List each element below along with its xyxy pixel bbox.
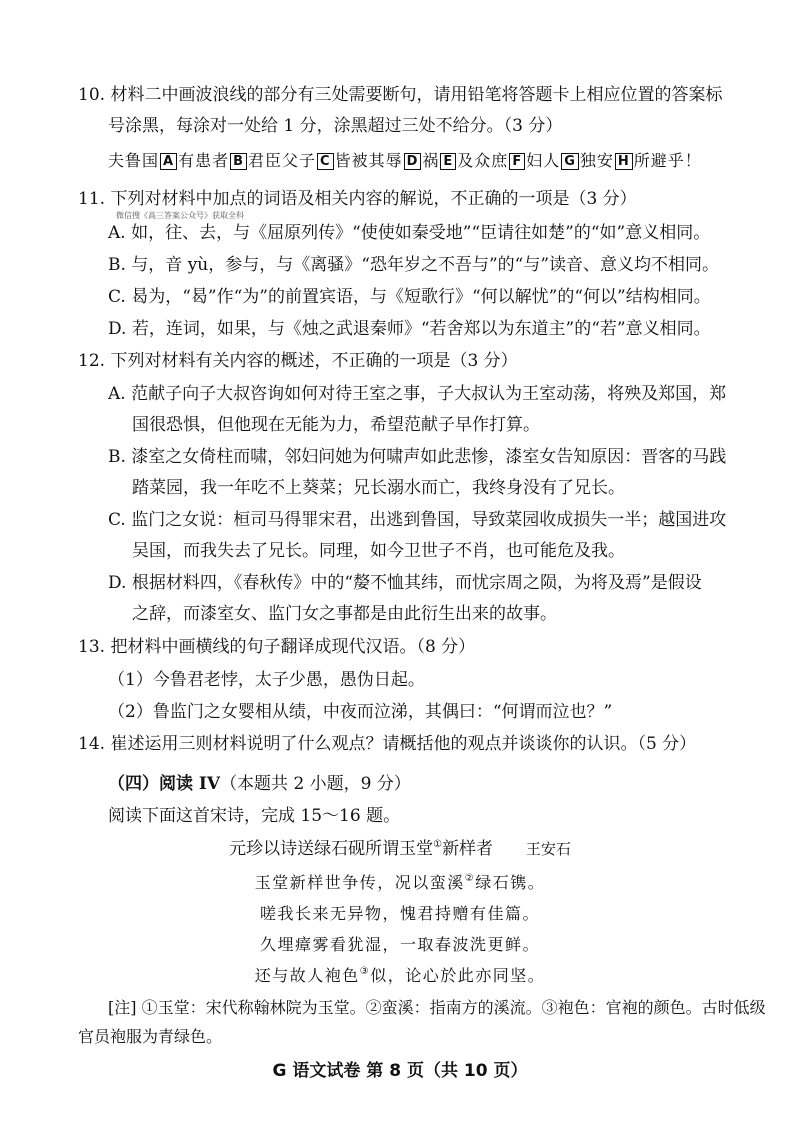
q10-segment: 夫鲁国: [108, 151, 160, 170]
q12-option-d-line-2: 之辞，而漆室女、监门女之事都是由此衍生出来的故事。: [132, 604, 557, 624]
q10-answer-box[interactable]: F: [509, 153, 525, 170]
q14-stem: 崔述运用三则材料说明了什么观点？请概括他的观点并谈谈你的认识。（5 分）: [110, 734, 697, 754]
poem-notes-line-2: 官员袍服为青绿色。: [78, 1027, 223, 1046]
q11-stem-line: [78, 188, 637, 210]
poem-line-3: 久埋瘴雾看犹湿，一取春波洗更鲜。: [259, 935, 540, 954]
poem-title-tail: 新样者: [442, 839, 494, 859]
poem-line-1-b: 绿石镌。: [475, 873, 546, 892]
q11-number: 11.: [78, 189, 106, 209]
section-4-instruction: 阅读下面这首宋诗，完成 15～16 题。: [108, 806, 401, 826]
poem-line-1-a: 玉堂新样世争传，况以蛮溪: [254, 873, 465, 892]
poem-line-4-a: 还与故人袍色: [254, 966, 360, 985]
poem-notes-line-1: [注] ①玉堂：宋代称翰林院为玉堂。②蛮溪：指南方的溪流。③袍色：官袍的颜色。古时低级: [108, 998, 766, 1017]
q10-segment: 皆被其辱: [334, 151, 403, 170]
q11-option-a: A. 如，往、去，与《屈原列传》“使使如秦受地”“臣请往如楚”的“如”意义相同。: [108, 223, 711, 243]
q12-option-c-line-2: 吴国，而我失去了兄长。同理，如今卫世子不肖，也可能危及我。: [132, 541, 625, 561]
page-footer: G 语文试卷 第 8 页（共 10 页）: [272, 1061, 528, 1081]
q10-segment: 祸: [422, 151, 440, 170]
q10-segment: 所避乎！: [633, 151, 702, 170]
q10-line-2: 号涂黑，每涂对一处给 1 分，涂黑超过三处不给分。（3 分）: [108, 116, 563, 136]
poem-line-4: [0, 965, 800, 987]
section-4-title: （四）阅读 IV: [108, 774, 221, 794]
poem-line-2: 嗟我长来无异物，愧君持赠有佳篇。: [259, 904, 540, 923]
q10-text-1: 材料二中画波浪线的部分有三处需要断句，请用铅笔将答题卡上相应位置的答案标: [110, 85, 723, 105]
poem-title: 元珍以诗送绿石砚所谓玉堂: [229, 839, 434, 859]
q11-stem: 下列对材料中加点的词语及相关内容的解说，不正确的一项是（3 分）: [110, 189, 637, 209]
poem-footnote-mark: ③: [359, 966, 371, 977]
q13-stem: 把材料中画横线的句子翻译成现代汉语。（8 分）: [110, 637, 476, 657]
q11-option-b: B. 与，音 yù，参与，与《离骚》“恐年岁之不吾与”的“与”读音、意义均不相同。: [108, 255, 720, 275]
poem-line-1: [0, 872, 800, 894]
watermark-text: 微信搜《高三答案公众号》获取全科: [116, 211, 244, 220]
q12-option-b-line-1: B. 漆室之女倚柱而啸，邻妇问她为何啸声如此悲惨，漆室女告知原因：晋客的马践: [108, 447, 727, 467]
q13-item-1: （1）今鲁君老悖，太子少愚，愚伪日起。: [108, 670, 425, 690]
q13-item-2: （2）鲁监门之女婴相从绩，中夜而泣涕，其偶曰：“何谓而泣也？”: [108, 702, 613, 722]
q13-stem-line: [78, 636, 475, 658]
q10-line-1: [78, 84, 722, 106]
q12-option-d-line-1: D. 根据材料四，《春秋传》中的“嫠不恤其纬，而忧宗周之陨，为将及焉”是假设: [108, 573, 702, 593]
q12-option-b-line-2: 踏菜园，我一年吃不上葵菜；兄长溺水而亡，我终身没有了兄长。: [132, 478, 625, 498]
q10-answer-box[interactable]: C: [317, 153, 334, 170]
q10-answer-box[interactable]: D: [404, 153, 422, 170]
q10-answer-box[interactable]: B: [230, 153, 247, 170]
section-4-heading: [108, 773, 411, 795]
q12-option-a-line-2: 国很恐惧，但他现在无能为力，希望范献子早作打算。: [132, 415, 540, 435]
q12-number: 12.: [78, 351, 106, 371]
section-4-note: （本题共 2 小题，9 分）: [220, 774, 411, 794]
q13-number: 13.: [78, 637, 106, 657]
q11-option-c: C. 曷为，“曷”作“为”的前置宾语，与《短歌行》“何以解忧”的“何以”结构相同。: [108, 287, 711, 307]
q10-number: 10.: [78, 85, 106, 105]
q11-option-d: D. 若，连词，如果，与《烛之武退秦师》“若舍郑以为东道主”的“若”意义相同。: [108, 319, 711, 339]
q10-segment: 君臣父子: [248, 151, 317, 170]
poem-title-line: [0, 838, 800, 860]
q10-segment: 及众庶: [457, 151, 509, 170]
q10-answer-box[interactable]: G: [561, 153, 579, 170]
q10-segment: 有患者: [178, 151, 230, 170]
q14-stem-line: [78, 733, 696, 755]
q10-answer-box[interactable]: A: [160, 153, 177, 170]
q14-number: 14.: [78, 734, 106, 754]
poem-title-footnote-mark: ①: [433, 839, 443, 850]
q12-option-c-line-1: C. 监门之女说：桓司马得罪宋君，出逃到鲁国，导致菜园收成损失一半；越国进攻: [108, 510, 727, 530]
q10-answer-box[interactable]: H: [615, 153, 633, 170]
q12-stem: 下列对材料有关内容的概述，不正确的一项是（3 分）: [110, 351, 518, 371]
q10-segment: 独安: [579, 151, 614, 170]
q12-stem-line: [78, 350, 518, 372]
q10-answer-box[interactable]: E: [440, 153, 456, 170]
q12-option-a-line-1: A. 范献子向子大叔咨询如何对待王室之事，子大叔认为王室动荡，将殃及郑国，郑: [108, 384, 727, 404]
q10-segment-line: [108, 150, 702, 172]
q10-segment: 妇人: [526, 151, 561, 170]
poem-footnote-mark: ②: [464, 873, 476, 884]
poem-author: 王安石: [525, 840, 571, 858]
poem-line-4-b: 似，论心於此亦同坚。: [370, 966, 546, 985]
